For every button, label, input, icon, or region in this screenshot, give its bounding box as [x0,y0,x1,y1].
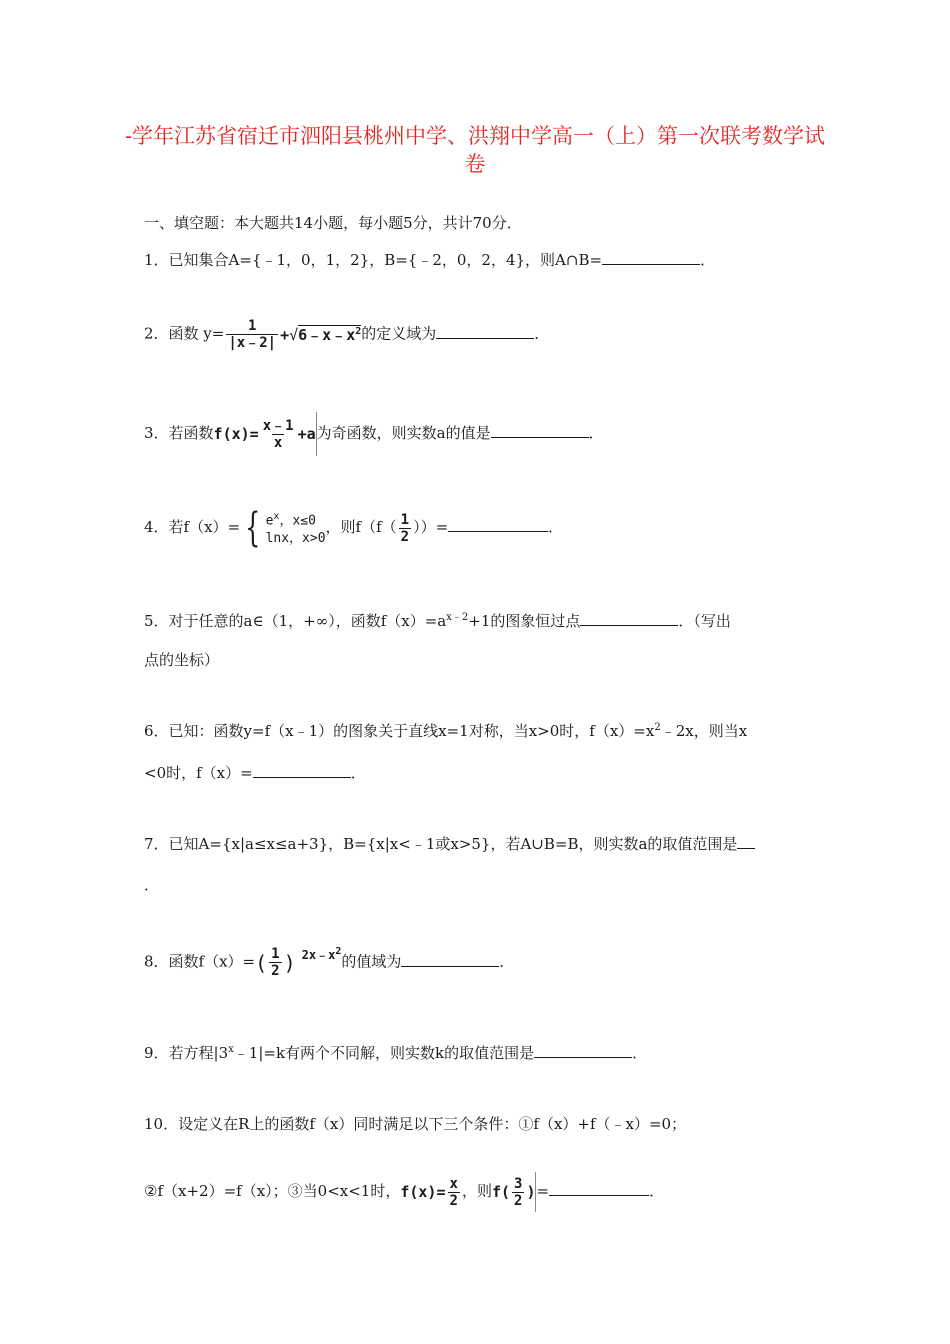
denominator: x [273,434,283,451]
question-2-prefix: 2．函数 y= [144,324,225,343]
question-5-text: 5．对于任意的a∈（1，+∞），函数f（x）=a [144,612,447,630]
fraction [448,1176,460,1209]
function-call: f( [491,1183,511,1201]
question-9-text: 9．若方程|3 [144,1044,229,1062]
question-10-middle: ，则 [461,1182,492,1200]
denominator: |x﹣2| [228,335,277,351]
section-heading: 一、填空题：本大题共14小题，每小题5分，共计70分． [144,214,522,232]
cases [266,508,326,548]
answer-blank [253,763,351,778]
question-5-text-b: +1的图象恒过点 [468,612,581,630]
case-1-condition: ，x≤0 [279,513,316,529]
question-7 [144,833,755,854]
numerator: 1 [271,946,280,962]
question-6 [144,720,747,741]
question-2 [144,318,549,351]
question-4 [144,505,564,552]
question-8-prefix: 8．函数f（x）= [144,952,256,971]
radicand: 6﹣x﹣x [298,326,356,344]
question-9-text-b: ﹣1|=k有两个不同解，则实数k的取值范围是 [233,1044,535,1062]
exponent: 2 [654,722,661,733]
question-2-suffix: 的定义域为 [361,324,437,343]
close-paren: ) [526,1183,536,1201]
numerator: 3 [514,1175,523,1192]
period: ． [350,764,366,782]
period: ． [700,251,716,269]
exponent [302,946,342,963]
radical: $√6﹣x﹣x^2$ [289,326,362,344]
exponent-base: 2x﹣x [301,948,336,962]
period: ． [499,952,515,971]
fraction [399,512,411,545]
function-expr: f(x)= [400,1183,446,1201]
case-1 [266,508,326,530]
question-3 [144,412,604,456]
period: ． [649,1182,665,1200]
question-8-suffix: 的值域为 [341,952,402,971]
question-8 [144,946,514,979]
question-6-text-c: <0时，f（x）= [144,764,253,782]
answer-blank [580,611,678,626]
fraction [512,1176,524,1209]
question-10-prefix: ②f（x+2）=f（x）；③当0<x<1时， [144,1182,401,1200]
plus-sign: + [280,325,290,344]
question-7-text: 7．已知A={x|a≤x≤a+3}，B={x|x<﹣1或x>5}，若A∪B=B，则实数a的取值范围是 [144,835,738,853]
case-1-exponent: x [273,511,280,522]
question-5-continued: 点的坐标） [144,651,220,669]
question-9 [144,1042,647,1063]
brace: { [245,505,261,552]
answer-blank [602,250,700,265]
piecewise [240,505,326,552]
period: ． [632,1044,648,1062]
question-10: 10．设定义在R上的函数f（x）同时满足以下三个条件：①f（x）+f（﹣x）=0； [144,1115,687,1133]
question-4-suffix: ））= [413,518,449,537]
denominator: 2 [271,963,280,979]
exponent: x﹣2 [446,612,469,623]
exponent: 2 [355,326,362,337]
question-5 [144,608,731,631]
equals-sign: = [536,1182,550,1200]
question-3-suffix: 为奇函数，则实数a的值是 [316,424,491,442]
answer-blank [436,324,534,339]
answer-blank [491,423,589,438]
period: ． [588,424,604,442]
denominator: 2 [449,1192,458,1209]
numerator: 1 [248,318,257,334]
question-5-text-c: ．（写出 [678,612,731,630]
question-6-text-b: ﹣2x，则当x [660,722,748,740]
question-3-prefix: 3．若函数 [144,424,214,442]
close-paren: ) [283,950,296,975]
question-7-continued: ． [144,876,160,894]
question-6-continued [144,762,366,783]
numerator: x﹣1 [262,417,294,434]
question-4-prefix: 4．若f（x）= [144,518,241,537]
exponent: x [228,1044,234,1055]
plus-a: +a [297,425,316,443]
denominator: 2 [400,528,410,545]
answer-blank [534,1043,632,1058]
question-1 [144,249,715,270]
denominator: 2 [514,1192,523,1209]
case-2: lnx，x>0 [265,531,326,547]
answer-blank [401,952,499,967]
fraction [261,418,296,451]
document-title: -学年江苏省宿迁市泗阳县桃州中学、洪翔中学高一（上）第一次联考数学试卷 [124,124,826,176]
numerator: 1 [400,511,410,528]
open-paren: ( [255,950,268,975]
fraction [269,946,281,979]
answer-blank [448,517,548,532]
question-10-continued [144,1172,664,1212]
question-1-text: 1．已知集合A={﹣1，0，1，2}，B={﹣2，0，2，4}，则A∩B= [144,251,603,269]
question-6-text: 6．已知：函数y=f（x﹣1）的图象关于直线x=1对称，当x>0时，f（x）=x [144,722,655,740]
function-expr: f(x)= [213,425,259,443]
period: ． [534,324,550,343]
answer-blank [549,1181,649,1196]
case-1-base: e [265,513,274,529]
numerator: x [449,1175,458,1192]
exponent-power: 2 [335,946,342,957]
fraction [226,318,278,351]
answer-blank [737,834,755,849]
period: ． [548,518,564,537]
question-4-middle: ，则f（f（ [325,518,397,537]
